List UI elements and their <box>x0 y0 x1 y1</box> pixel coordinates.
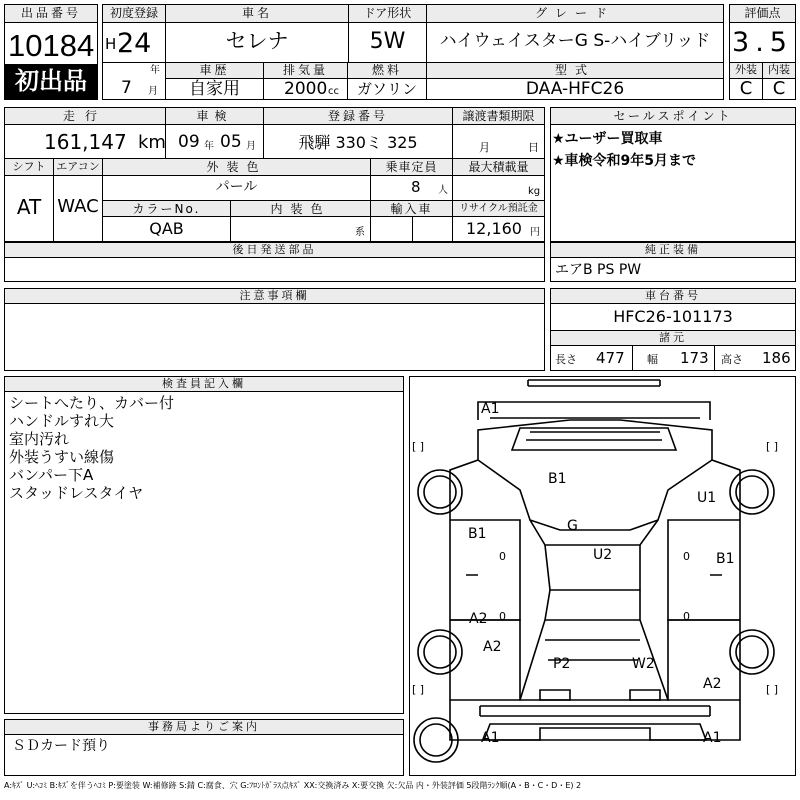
max-load-label: 最大積載量 <box>468 160 529 174</box>
length: 477 <box>596 349 625 367</box>
mark-rear-bumper-right: A1 <box>703 730 722 746</box>
ac: WAC <box>57 196 99 217</box>
mileage-label: 走行 <box>62 109 107 123</box>
height: 186 <box>762 349 791 367</box>
capacity-unit: 人 <box>438 185 448 196</box>
door-label: ドア形状 <box>363 6 412 20</box>
dims-label: 諸元 <box>659 331 687 344</box>
fuel-label: 燃料 <box>371 63 402 77</box>
capacity-label: 乗車定員 <box>385 160 438 174</box>
office-label: 事務局よりご案内 <box>148 720 260 733</box>
inspector-note: ハンドルすれ大 <box>9 412 115 430</box>
car-name: セレナ <box>225 29 289 53</box>
era: H <box>105 35 117 53</box>
zero-left-rear: 0 <box>499 610 506 623</box>
first-reg-label: 初度登録 <box>109 6 158 20</box>
mark-roof: U2 <box>593 547 613 563</box>
bracket-left-bottom: [ ] <box>412 683 425 696</box>
import-label: 輸入車 <box>390 202 433 216</box>
inspection-month-unit: 月 <box>246 141 256 152</box>
inspection-year: 09 <box>178 132 200 152</box>
lot-number: 10184 <box>8 28 95 63</box>
mark-rear-glass-right: W2 <box>632 656 655 672</box>
color-no: QAB <box>149 219 184 238</box>
plate-label: 登録番号 <box>327 109 388 123</box>
first-listing-label: 初出品 <box>15 67 87 95</box>
mark-front-bumper: A1 <box>481 401 500 417</box>
mileage-unit: km <box>138 132 166 153</box>
mark-right-front-fender: U1 <box>697 490 717 506</box>
displacement-unit: cc <box>328 86 339 97</box>
plate-number: 飛騨 330ミ 325 <box>298 133 418 152</box>
bracket-right-top: [ ] <box>766 440 779 453</box>
first-reg-year: 24 <box>117 28 152 59</box>
zero-right-rear: 0 <box>683 610 690 623</box>
sales-point-item: ★ユーザー買取車 <box>552 131 663 147</box>
later-parts-label: 後日発送部品 <box>232 243 317 256</box>
transfer-month-unit: 月 <box>479 141 490 154</box>
bracket-right-bottom: [ ] <box>766 683 779 696</box>
office-note: ＳＤカード預り <box>12 738 110 754</box>
inspection-month: 05 <box>220 132 242 152</box>
inspector-note: バンパー下A <box>9 466 94 484</box>
car-name-label: 車名 <box>241 6 272 20</box>
grade: ハイウェイスターG S-ハイブリッド <box>439 31 711 51</box>
inspector-note: シートへたり、カバー付 <box>9 394 175 412</box>
chassis-number: HFC26-101173 <box>613 307 733 326</box>
width: 173 <box>680 349 709 367</box>
year-unit: 年 <box>150 65 160 76</box>
history: 自家用 <box>189 79 240 99</box>
interior-grade: C <box>772 78 786 99</box>
zero-right-front: 0 <box>683 550 690 563</box>
bracket-left-top: [ ] <box>412 440 425 453</box>
mark-left-rear-door: A2 <box>483 639 502 655</box>
mileage: 161,147 <box>44 130 127 154</box>
sales-points-label: セールスポイント <box>613 109 733 123</box>
lot-label: 出品番号 <box>20 6 81 20</box>
transfer-day-unit: 日 <box>528 141 539 154</box>
first-reg-month: 7 <box>121 78 132 98</box>
caution-label: 注意事項欄 <box>239 289 310 302</box>
int-color-suffix: 系 <box>355 227 365 238</box>
mark-hood: B1 <box>548 471 567 487</box>
mark-right-front-door: B1 <box>716 551 735 567</box>
model-label: 型式 <box>554 63 595 77</box>
displacement-label: 排気量 <box>282 63 328 77</box>
shift-label: シフト <box>12 160 46 173</box>
history-label: 車歴 <box>199 63 230 77</box>
inspector-label: 検査員記入欄 <box>162 377 246 390</box>
door-type: 5W <box>369 29 406 54</box>
exterior-grade-label: 外装 <box>735 63 757 76</box>
model: DAA-HFC26 <box>525 79 625 99</box>
height-label: 高さ <box>721 353 743 366</box>
mark-rear-bumper-left: A1 <box>481 730 500 746</box>
score-label: 評価点 <box>744 6 781 20</box>
zero-left-front: 0 <box>499 550 506 563</box>
month-unit: 月 <box>148 86 158 97</box>
exterior-grade: C <box>739 78 753 99</box>
mark-rear-glass-left: P2 <box>553 656 571 672</box>
mark-windshield: G <box>567 518 578 534</box>
grade-label: グレード <box>534 6 615 20</box>
chassis-label: 車台番号 <box>645 289 701 302</box>
interior-grade-label: 内装 <box>768 63 790 76</box>
mark-right-rear: A2 <box>703 676 722 692</box>
standard-equipment-label: 純正装備 <box>645 243 701 256</box>
int-color-label: 内装色 <box>270 202 331 216</box>
mark-left-front-door: A2 <box>469 611 488 627</box>
color-no-label: カラーNo. <box>132 202 201 216</box>
inspection-label: 車検 <box>196 109 233 123</box>
recycle-amount: 12,160 <box>466 219 522 238</box>
ac-label: エアコン <box>56 160 100 173</box>
inspector-note: 外装うすい線傷 <box>9 448 115 466</box>
score: 3.5 <box>732 27 793 58</box>
inspector-note: 室内汚れ <box>9 430 70 448</box>
inspector-note: スタッドレスタイヤ <box>9 484 144 502</box>
fuel: ガソリン <box>356 80 417 98</box>
inspection-year-unit: 年 <box>204 141 214 152</box>
sales-point-item: ★車検令和9年5月まで <box>552 153 697 169</box>
ext-color: パール <box>215 179 258 195</box>
recycle-label: リサイクル預託金 <box>459 203 538 214</box>
standard-equipment-value: エアB PS PW <box>555 262 642 278</box>
length-label: 長さ <box>555 353 577 366</box>
displacement: 2000 <box>284 79 328 99</box>
recycle-unit: 円 <box>530 227 540 238</box>
ext-color-label: 外装色 <box>206 160 267 174</box>
legend: A:ｷｽﾞ U:ﾍｺﾐ B:ｷｽﾞを伴うﾍｺﾐ P:要塗装 W:補修跡 S:錆 C:腐食、穴 G:ﾌﾛﾝﾄｶﾞﾗｽ点ｷｽﾞ XX:交換済み X:要交換 欠:欠品 内・外装評価 5段階ﾗﾝｸ順(A・B・C・D・E) 2 <box>4 781 582 790</box>
max-load-unit: kg <box>528 186 541 197</box>
shift: AT <box>16 195 42 219</box>
capacity: 8 <box>411 178 421 196</box>
transfer-label: 譲渡書類期限 <box>462 109 535 123</box>
width-label: 幅 <box>647 353 658 366</box>
mark-left-front-fender: B1 <box>468 526 487 542</box>
